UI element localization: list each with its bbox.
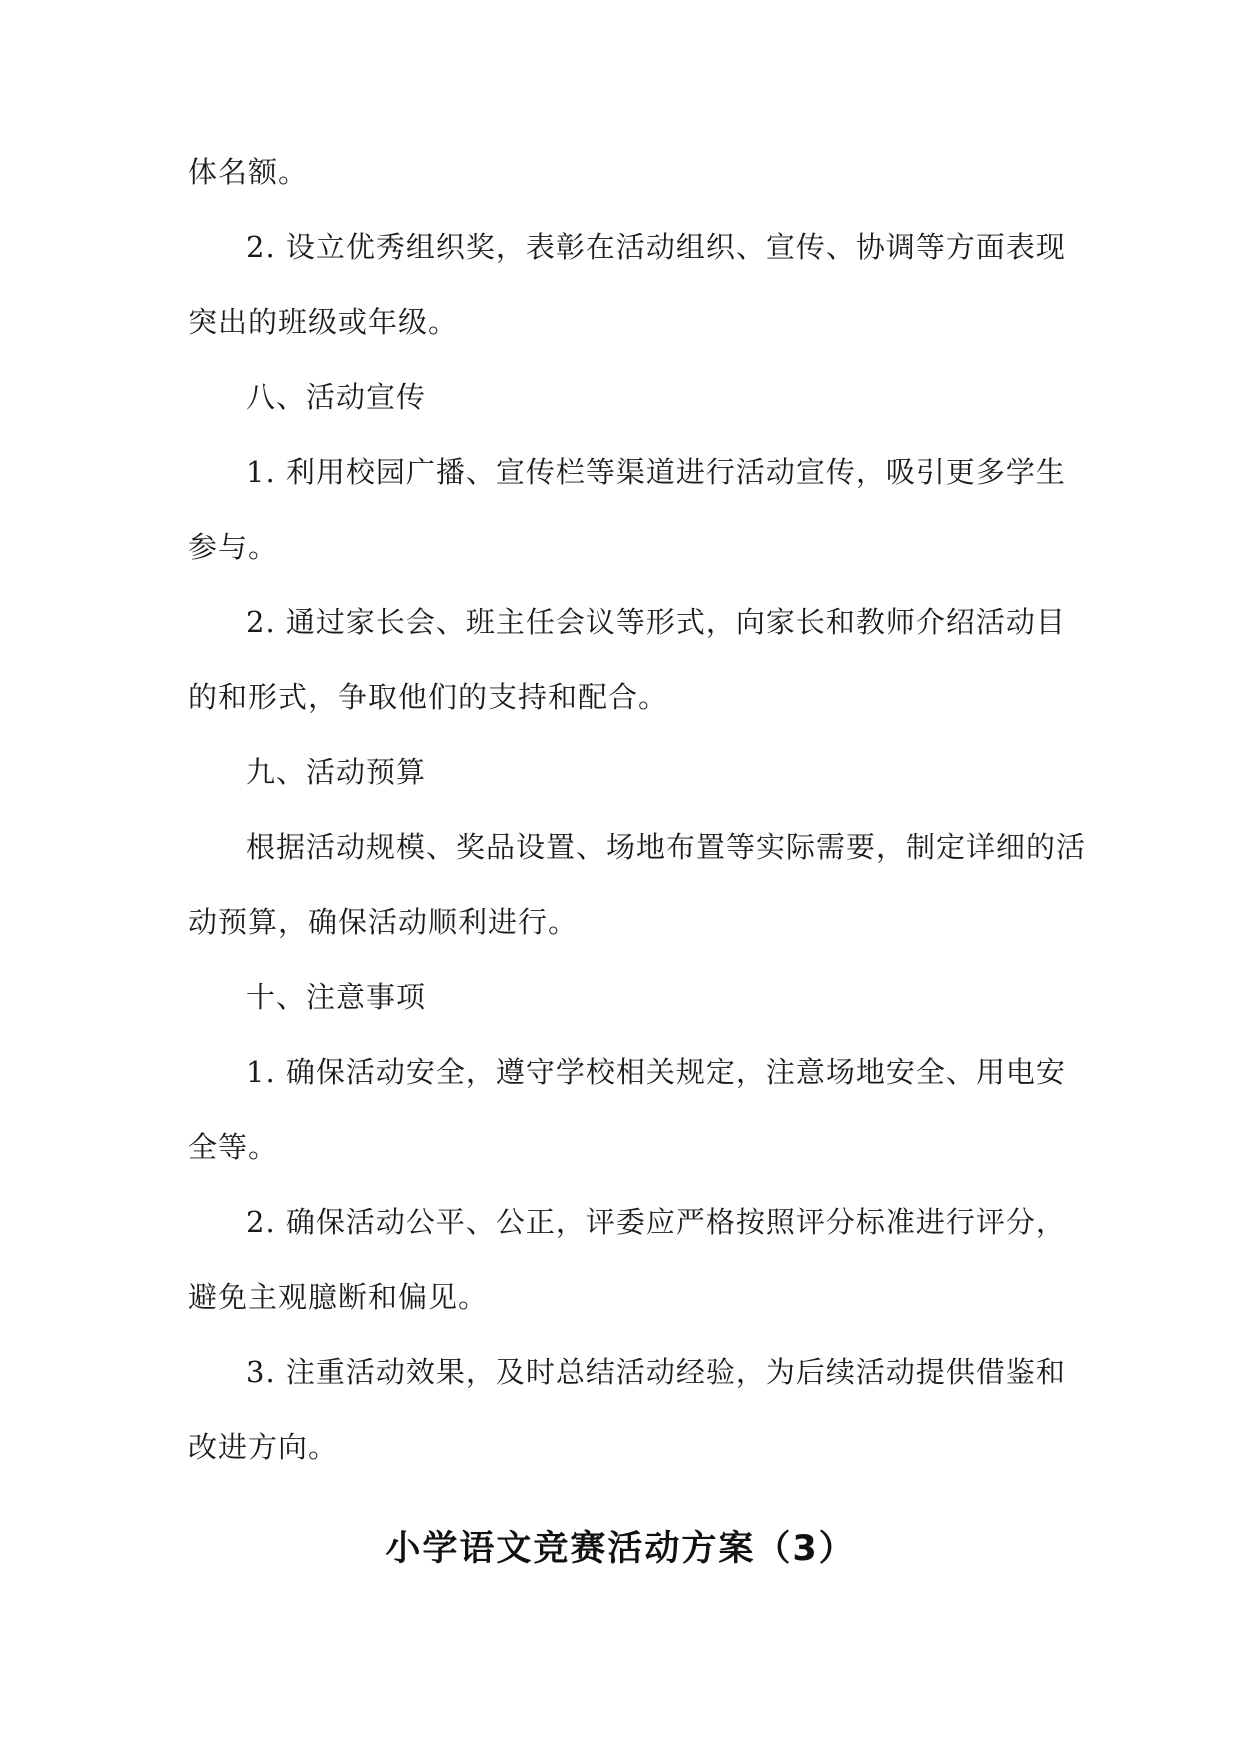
document-title: 小学语文竞赛活动方案（3）	[385, 1529, 856, 1569]
body-text-line: 的和形式，争取他们的支持和配合。	[188, 680, 669, 714]
list-item-line: 2. 确保活动公平、公正，评委应严格按照评分标准进行评分，	[246, 1205, 1066, 1239]
body-text-line: 参与。	[188, 530, 279, 564]
paragraph-line: 根据活动规模、奖品设置、场地布置等实际需要，制定详细的活	[246, 830, 1087, 864]
section-heading: 九、活动预算	[246, 755, 427, 789]
section-heading: 十、注意事项	[246, 980, 427, 1014]
body-text-line: 突出的班级或年级。	[188, 305, 459, 339]
section-heading: 八、活动宣传	[246, 380, 427, 414]
list-item-line: 3. 注重活动效果，及时总结活动经验，为后续活动提供借鉴和	[246, 1355, 1066, 1389]
body-text-line: 体名额。	[188, 155, 309, 189]
body-text-line: 改进方向。	[188, 1430, 339, 1464]
body-text-line: 避免主观臆断和偏见。	[188, 1280, 489, 1314]
list-item-line: 2. 通过家长会、班主任会议等形式，向家长和教师介绍活动目	[246, 605, 1066, 639]
list-item-line: 2. 设立优秀组织奖，表彰在活动组织、宣传、协调等方面表现	[246, 230, 1066, 264]
body-text-line: 全等。	[188, 1130, 279, 1164]
body-text-line: 动预算，确保活动顺利进行。	[188, 905, 579, 939]
list-item-line: 1. 利用校园广播、宣传栏等渠道进行活动宣传，吸引更多学生	[246, 455, 1066, 489]
list-item-line: 1. 确保活动安全，遵守学校相关规定，注意场地安全、用电安	[246, 1055, 1066, 1089]
